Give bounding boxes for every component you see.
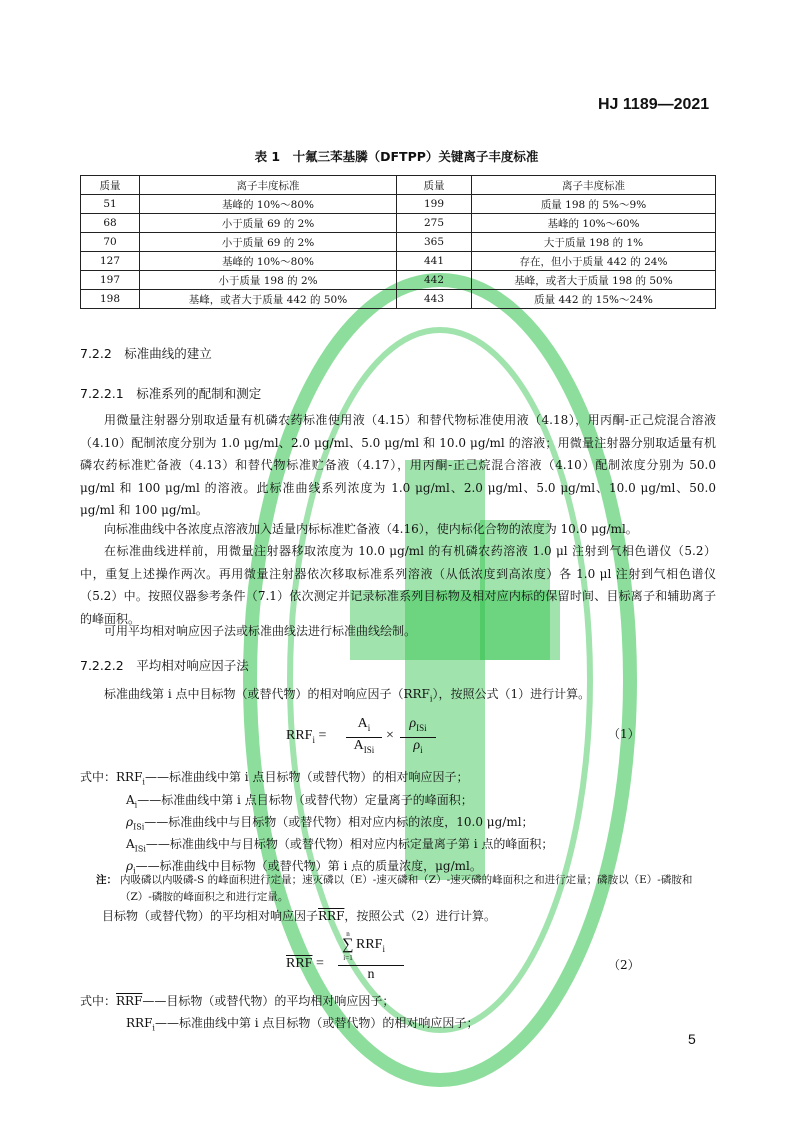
- paragraph-mean-rrf-intro: 目标物（或替代物）的平均相对响应因子$\overline{RRF}$，按照公式（2）进行计算。: [102, 909, 497, 923]
- formula-1-num1: $A_i$: [357, 716, 371, 733]
- rrf-intro-sub: i: [429, 694, 433, 704]
- paragraph-standard-series: 用微量注射器分别取适量有机磷农药标准使用液（4.15）和替代物标准使用液（4.18），用丙酮-正己烷混合溶液（4.10）配制浓度分别为 1.0 μg/ml、2.0 μg/ml、5.0 μg/ml 和 10.0 μg/ml 的溶液；用微量注射器分别取适量有机磷农药标准贮备液（4.13）和替代物标准贮备液（4.17），用丙酮-正己烷混合溶液（4.10）配制浓度分别为 50.0 μg/ml 和 100 μg/ml 的溶液。此标准曲线系列浓度为 1.0 μg/ml、2.0 μg/ml、5.0 μg/ml、10.0 μg/ml、50.0 μg/ml 和 100 μg/ml。: [80, 413, 716, 517]
- table-cell: 199: [397, 195, 472, 214]
- formula-1-den1: $A_{ISi}$: [353, 738, 375, 755]
- definition-rho-i: $\rho_i——$标准曲线中目标物（或替代物）第 i 点的质量浓度，μg/ml。: [126, 859, 482, 876]
- table-row: [81, 195, 716, 214]
- page-number: 5: [688, 1031, 696, 1047]
- formula-2-num: $RRF_i$: [356, 937, 385, 954]
- table-row: [81, 233, 716, 252]
- column-header: 质量: [397, 176, 472, 195]
- table-cell: 小于质量 69 的 2%: [140, 214, 397, 233]
- definition-ai: $A_i——$标准曲线中第 i 点目标物（或替代物）定量离子的峰面积；: [126, 793, 473, 810]
- note-text: 内吸磷以内吸磷-S 的峰面积进行定量；速灭磷以（E）-速灭磷和（Z）-速灭磷的峰面积之和进行定量；磷胺以（E）-磷胺和（Z）-磷胺的峰面积之和进行定量。: [120, 874, 693, 903]
- paragraph-internal-standard: 向标准曲线中各浓度点溶液加入适量内标标准贮备液（4.16），使内标化合物的浓度为 10.0 μg/ml。: [104, 522, 638, 536]
- definition-mean-rrf: 式中：$\overline{RRF}——$目标物（或替代物）的平均相对响应因子；: [80, 994, 395, 1008]
- table-header-row: [81, 176, 716, 195]
- mean-rrf-symbol: $\overline{RRF}$: [318, 909, 345, 923]
- table-cell: 441: [397, 252, 472, 271]
- table-cell: 质量 442 的 15%～24%: [472, 290, 716, 309]
- formula-2: [286, 930, 426, 988]
- table-cell: 51: [81, 195, 140, 214]
- note: [96, 872, 716, 906]
- definition-aisi: $A_{ISi}——$标准曲线中与目标物（或替代物）相对应内标定量离子第 i 点的峰面积；: [126, 837, 554, 854]
- formula-1-number: （1）: [608, 727, 640, 741]
- formula-1-times: ×: [386, 728, 394, 743]
- table-cell: 大于质量 198 的 1%: [472, 233, 716, 252]
- table-title: 表 1 十氟三苯基膦（DFTPP）关键离子丰度标准: [254, 149, 539, 164]
- column-header: 质量: [81, 176, 140, 195]
- section-heading-7-2-2-2: 7.2.2.2 平均相对响应因子法: [80, 658, 249, 673]
- paragraph-injection: 在标准曲线进样前，用微量注射器移取浓度为 10.0 μg/ml 的有机磷农药溶液 1.0 μl 注射到气相色谱仪（5.2）中，重复上述操作两次。再用微量注射器依次移取标准系列溶液（从低浓度到高浓度）各 1.0 μl 注射到气相色谱仪（5.2）中。按照仪器参考条件（7.1）依次测定并记录标准系列目标物及相对应内标的保留时间、目标离子和辅助离子的峰面积。: [80, 544, 716, 626]
- table-cell: 442: [397, 271, 472, 290]
- ion-abundance-table: [80, 175, 716, 309]
- table-cell: 基峰的 10%～80%: [140, 195, 397, 214]
- table-row: [81, 290, 716, 309]
- definition-rho-isi: $\rho_{ISi}——$标准曲线中与目标物（或替代物）相对应内标的浓度，10.0 μg/ml；: [126, 815, 534, 832]
- table-cell: 198: [81, 290, 140, 309]
- definition-rrf: 式中：$RRF_i——$标准曲线中第 i 点目标物（或替代物）的相对响应因子；: [80, 770, 469, 787]
- table-cell: 基峰，或者大于质量 442 的 50%: [140, 290, 397, 309]
- table-cell: 小于质量 69 的 2%: [140, 233, 397, 252]
- formula-2-lhs: $\overline{RRF}$ =: [286, 956, 324, 971]
- formula-2-sum-bottom: i=1: [343, 954, 353, 962]
- section-heading-7-2-2: 7.2.2 标准曲线的建立: [80, 346, 212, 361]
- formula-2-den: n: [367, 967, 375, 982]
- table-cell: 275: [397, 214, 472, 233]
- table-cell: 存在，但小于质量 442 的 24%: [472, 252, 716, 271]
- rrf-intro-text: 标准曲线第 i 点中目标物（或替代物）的相对响应因子（RRF: [104, 687, 430, 701]
- formula-1-num2: $\rho_{ISi}$: [409, 716, 427, 733]
- paragraph-rrf-intro: [80, 683, 716, 711]
- column-header: 离子丰度标准: [472, 176, 716, 195]
- standard-code: HJ 1189—2021: [598, 96, 710, 113]
- table-cell: 443: [397, 290, 472, 309]
- table-row: [81, 271, 716, 290]
- table-cell: 127: [81, 252, 140, 271]
- formula-2-sum-top: n: [346, 930, 350, 938]
- table-cell: 基峰的 10%～80%: [140, 252, 397, 271]
- section-heading-7-2-2-1: 7.2.2.1 标准系列的配制和测定: [80, 386, 262, 401]
- table-cell: 68: [81, 214, 140, 233]
- table-row: [81, 214, 716, 233]
- formula-1: [286, 716, 486, 760]
- table-cell: 197: [81, 271, 140, 290]
- paragraph-method-choice: 可用平均相对响应因子法或标准曲线法进行标准曲线绘制。: [104, 624, 417, 638]
- table-cell: 基峰的 10%～60%: [472, 214, 716, 233]
- note-label: 注：: [96, 874, 117, 886]
- rrf-intro-text-end: ），按照公式（1）进行计算。: [432, 687, 591, 701]
- table-cell: 365: [397, 233, 472, 252]
- formula-1-den2: $\rho_i$: [413, 738, 423, 755]
- table-cell: 70: [81, 233, 140, 252]
- table-cell: 基峰，或者大于质量 198 的 50%: [472, 271, 716, 290]
- formula-1-lhs: $RRF_i$ =: [286, 728, 327, 745]
- table-cell: 小于质量 198 的 2%: [140, 271, 397, 290]
- column-header: 离子丰度标准: [140, 176, 397, 195]
- formula-2-number: （2）: [608, 958, 640, 972]
- table-cell: 质量 198 的 5%～9%: [472, 195, 716, 214]
- definition-rrf-i: $RRF_i——$标准曲线中第 i 点目标物（或替代物）的相对响应因子；: [126, 1016, 479, 1033]
- table-row: [81, 252, 716, 271]
- formula-2-sum: ∑: [342, 936, 354, 953]
